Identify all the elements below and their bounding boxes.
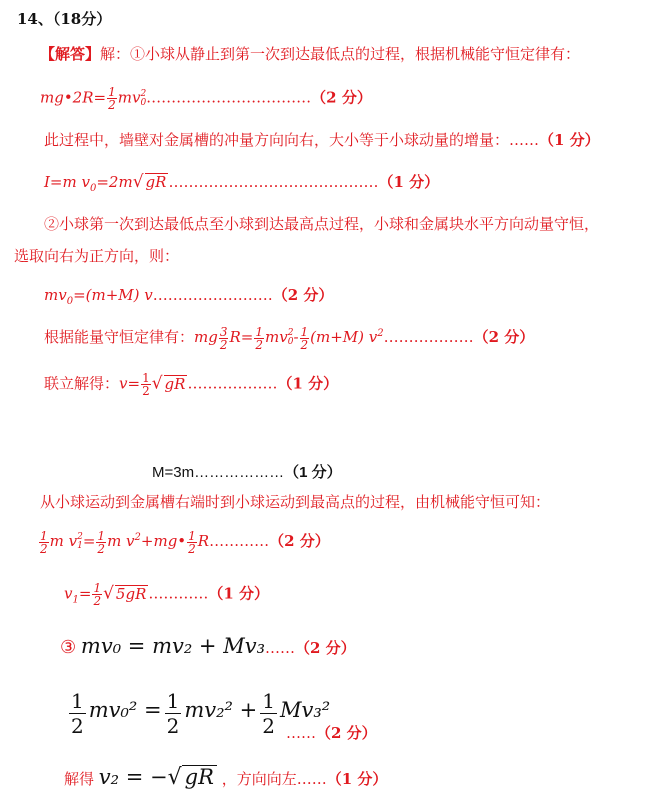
eq7-lhs: v <box>64 584 73 603</box>
eq4-a: mg <box>194 328 218 346</box>
eq4-f1n: 3 <box>219 324 228 339</box>
eq10-radicand: gR <box>182 765 217 788</box>
text3a: ②小球第一次到达最低点至小球到达最高点过程，小球和金属块水平方向动量守恒， <box>44 215 600 233</box>
eq9-f2d: 2 <box>166 713 180 738</box>
eq1-rhs: mv <box>117 88 141 107</box>
eq9-tail <box>286 723 377 743</box>
eq7-fd: 2 <box>93 594 102 608</box>
eq6-asup: 2 <box>77 532 83 542</box>
eq4-d: (m+M) v <box>310 328 378 346</box>
eq5-lhs: v= <box>119 374 141 393</box>
eq10-lhs: v₂ = − <box>98 765 168 789</box>
eq8-circle: ③ <box>60 637 77 658</box>
direction-statement <box>14 246 179 266</box>
eq9-f1d: 2 <box>71 713 84 738</box>
eq1-den: 2 <box>108 98 116 112</box>
eq9-dots: …… <box>286 724 316 742</box>
eq10-label: 解得 <box>64 770 95 788</box>
intro-text: 解：①小球从静止到第一次到达最低点的过程，根据机械能守恒定律有： <box>100 45 581 63</box>
eq2-sub: 0 <box>89 183 97 194</box>
eq6-f2d: 2 <box>97 541 106 556</box>
eq4-c: mv <box>265 328 288 346</box>
eq1-num: 1 <box>108 85 116 99</box>
eq5-radicand: gR <box>164 374 186 393</box>
eq4-b: R= <box>229 328 254 346</box>
eq9-points: （2 分） <box>316 724 377 742</box>
eq8-points: （2 分） <box>295 639 356 657</box>
eq5-label: 联立解得： <box>44 374 120 393</box>
eq4-minus: - <box>293 328 299 346</box>
eq9-f3n: 1 <box>262 688 275 713</box>
eq5-frac <box>141 372 151 397</box>
equation-v2: 解得 v₂ = −√ gR ，方向向左……（1 分） <box>64 765 388 790</box>
eq5-fd: 2 <box>142 384 150 398</box>
eq6-f3d: 2 <box>188 541 196 556</box>
eq9-frac1 <box>69 689 86 738</box>
eq9-frac2 <box>165 689 182 738</box>
eq4-frac1 <box>219 326 229 351</box>
text3b: 选取向右为正方向，则： <box>14 247 180 265</box>
eq6-d: R <box>197 532 210 550</box>
equation-momentum <box>44 285 333 312</box>
eq5-points: （1 分） <box>277 374 339 393</box>
eq1-sup: 2 <box>140 88 147 99</box>
eq4-f3n: 1 <box>300 324 309 339</box>
eq9-f2n: 1 <box>166 688 180 713</box>
eq7-radicand: 5gR <box>115 584 147 603</box>
eq4-f3d: 2 <box>300 337 309 352</box>
eq7-points: （1 分） <box>208 584 270 603</box>
eq4-frac2 <box>254 326 264 351</box>
text2: 此过程中，墙壁对金属槽的冲量方向向右，大小等于小球动量的增量：…… <box>44 131 540 149</box>
eq6-points: （2 分） <box>269 532 330 550</box>
question-header <box>17 9 111 29</box>
eq6-a: m v <box>49 532 78 550</box>
eq10-tail: ，方向向左…… <box>221 770 327 788</box>
eq7-frac <box>92 582 102 607</box>
eq6-f3n: 1 <box>188 528 196 543</box>
question-score: （18分） <box>52 10 112 28</box>
eq7-fn: 1 <box>93 581 102 595</box>
eq4-points: （2 分） <box>473 328 535 346</box>
eq4-frac3 <box>300 326 310 351</box>
eq2-mid: =2m <box>96 173 133 191</box>
eq9-f3d: 2 <box>262 713 275 738</box>
eq2-lhs: I=m v <box>44 173 90 191</box>
equation-solve-v: 联立解得：v= $\frac{1}{2}$ √ gR ………………（1 分） <box>44 371 339 398</box>
eq1-lhs: mg•2R= <box>40 88 107 107</box>
equation-energy-conservation <box>40 86 372 111</box>
solution-intro <box>40 44 580 64</box>
eq9-f1n: 1 <box>71 688 84 713</box>
impulse-statement <box>44 130 600 150</box>
eq6-frac3 <box>187 530 197 555</box>
eq5-dots: ……………… <box>187 374 278 393</box>
eq1-dots: …………………………… <box>146 88 312 107</box>
equation-energy-balance <box>44 324 534 351</box>
eq4-dsup: 2 <box>377 328 384 339</box>
eq3-points: （2 分） <box>272 286 334 304</box>
eq4-f2d: 2 <box>255 337 263 352</box>
equation-impulse: I=m $v_0=2m√$ gR ……………………………………（1 分） <box>44 172 440 194</box>
eq1-fraction <box>107 86 117 111</box>
mass-result <box>152 463 342 483</box>
eq6-frac1 <box>39 530 49 555</box>
eq4-f1d: 2 <box>219 337 228 352</box>
eq6-c: +mg• <box>140 532 187 550</box>
eq6-bsup: 2 <box>134 532 141 543</box>
eq2-points: （1 分） <box>378 173 440 191</box>
eq4-csup: 2 <box>287 328 294 338</box>
eq2-dots: …………………………………… <box>168 173 379 191</box>
question-number: 14、 <box>17 10 53 28</box>
eq6-eq: = <box>82 532 96 550</box>
eq10-points: （1 分） <box>326 770 388 788</box>
mass-line: M=3m……………… <box>152 464 285 481</box>
eq4-f2n: 1 <box>255 324 263 339</box>
eq7-dots: ………… <box>148 584 209 603</box>
equation-v1: $v_1=$ $\frac{1}{2}$ √ 5gR …………（1 分） <box>64 581 270 608</box>
eq7-eq: = <box>78 584 92 603</box>
eq3-expr: mv <box>44 286 67 304</box>
eq9-b: mv₂² + <box>184 698 258 722</box>
eq9-c: Mv₃² <box>279 698 331 722</box>
eq6-dots: ………… <box>209 532 270 550</box>
answer-tag: 【解答】 <box>40 45 101 63</box>
mass-points: （1 分） <box>284 464 342 481</box>
momentum-statement <box>44 214 599 234</box>
energy-statement-2 <box>40 492 550 512</box>
eq7-sub: 1 <box>72 594 79 606</box>
eq6-f1n: 1 <box>40 528 48 543</box>
eq1-sub: 0 <box>140 97 147 108</box>
eq4-label: 根据能量守恒定律有： <box>44 328 195 346</box>
eq6-asub: 1 <box>77 541 83 551</box>
eq2-radicand: gR <box>145 173 167 191</box>
eq1-points: （2 分） <box>311 88 372 107</box>
eq9-frac3 <box>260 689 277 738</box>
eq3-rest: =(m+M) v <box>73 286 153 304</box>
text2-points: （1 分） <box>539 131 600 149</box>
eq6-f1d: 2 <box>40 541 48 556</box>
eq5-fn: 1 <box>142 371 150 385</box>
eq4-dots: ……………… <box>383 328 474 346</box>
eq8-expr: mv₀ = mv₂ + Mv₃ <box>80 634 265 658</box>
equation-energy-2 <box>38 528 330 555</box>
eq6-b: m v <box>107 532 135 550</box>
eq9-a: mv₀² = <box>88 698 162 722</box>
text4: 从小球运动到金属槽右端时到小球运动到最高点的过程，由机械能守恒可知： <box>40 493 551 511</box>
equation-momentum-2 <box>60 633 356 659</box>
eq4-csub: 0 <box>287 337 294 347</box>
eq3-dots: …………………… <box>152 286 273 304</box>
eq8-dots: …… <box>265 639 295 657</box>
eq3-sub: 0 <box>66 296 74 307</box>
eq6-f2n: 1 <box>97 528 106 543</box>
eq6-frac2 <box>96 530 106 555</box>
